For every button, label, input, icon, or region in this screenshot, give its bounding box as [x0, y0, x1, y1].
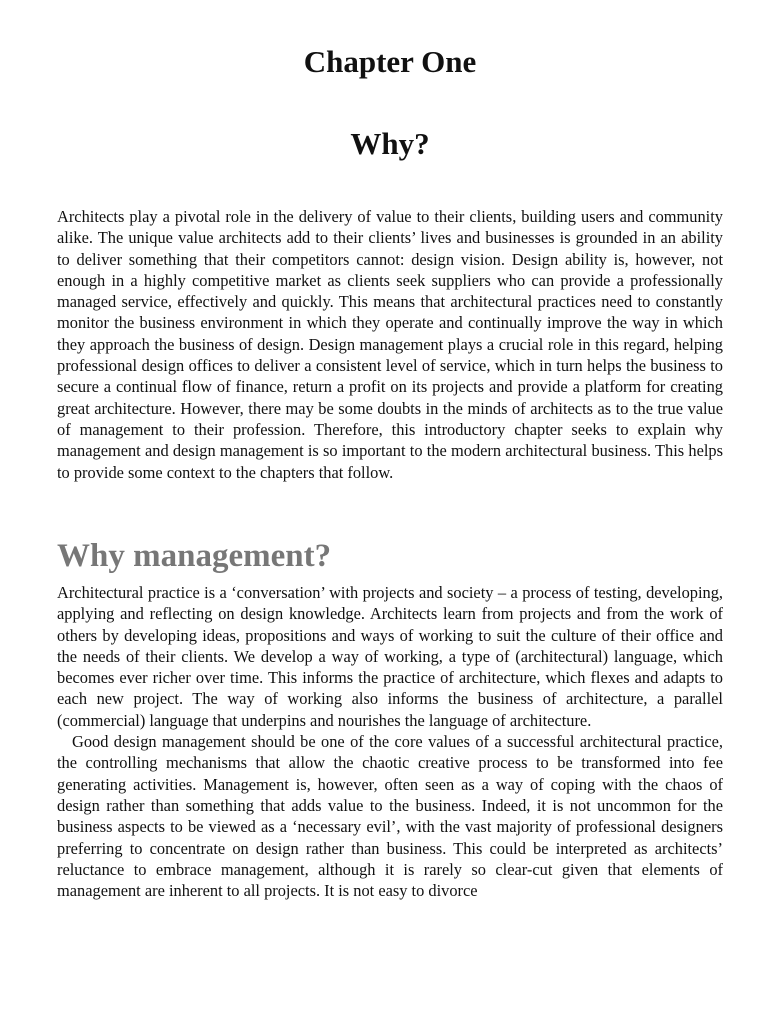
chapter-title: Why? [350, 126, 430, 161]
section-body [57, 582, 723, 901]
section-paragraph: Architectural practice is a ‘conversation’ with projects and society – a process of testing, developing, applying and reflecting on design knowledge. Architects learn from projects and from the work of others by developing ideas, propositions and ways of working to suit the culture of their office and the needs of their clients. We develop a way of working, a type of (architectural) language, which becomes ever richer over time. This informs the practice of architecture, which flexes and adapts to each new project. The way of working also informs the business of architecture, a parallel (commercial) language that underpins and nourishes the language of architecture. [57, 583, 723, 730]
section-heading: Why management? [57, 538, 332, 574]
section-paragraph: Good design management should be one of the core values of a successful architectural practice, the controlling mechanisms that allow the chaotic creative process to be transformed into fee generating activities. Management is, however, often seen as a way of coping with the chaos of design rather than something that adds value to the business. Indeed, it is not uncommon for the business aspects to be viewed as a ‘necessary evil’, with the vast majority of professional designers preferring to concentrate on design rather than business. This could be interpreted as architects’ reluctance to embrace management, although it is rarely so clear-cut given that elements of management are inherent to all projects. It is not easy to divorce [57, 732, 723, 901]
chapter-label: Chapter One [303, 44, 477, 79]
intro-paragraph: Architects play a pivotal role in the delivery of value to their clients, building users and community alike. The unique value architects add to their clients’ lives and businesses is grounded in an ability to deliver something that their competitors cannot: design vision. Design ability is, however, not enough in a highly competitive market as clients seek suppliers who can provide a professionally managed service, effectively and quickly. This means that architectural practices need to constantly monitor the business environment in which they operate and continually improve the way in which they approach the business of design. Design management plays a crucial role in this regard, helping professional design offices to deliver a consistent level of service, which in turn helps the business to secure a continual flow of finance, return a profit on its projects and provide a platform for creating great architecture. However, there may be some doubts in the minds of architects as to the true value of management to their profession. Therefore, this introductory chapter seeks to explain why management and design management is so important to the modern architectural business. This helps to provide some context to the chapters that follow. [57, 207, 723, 482]
